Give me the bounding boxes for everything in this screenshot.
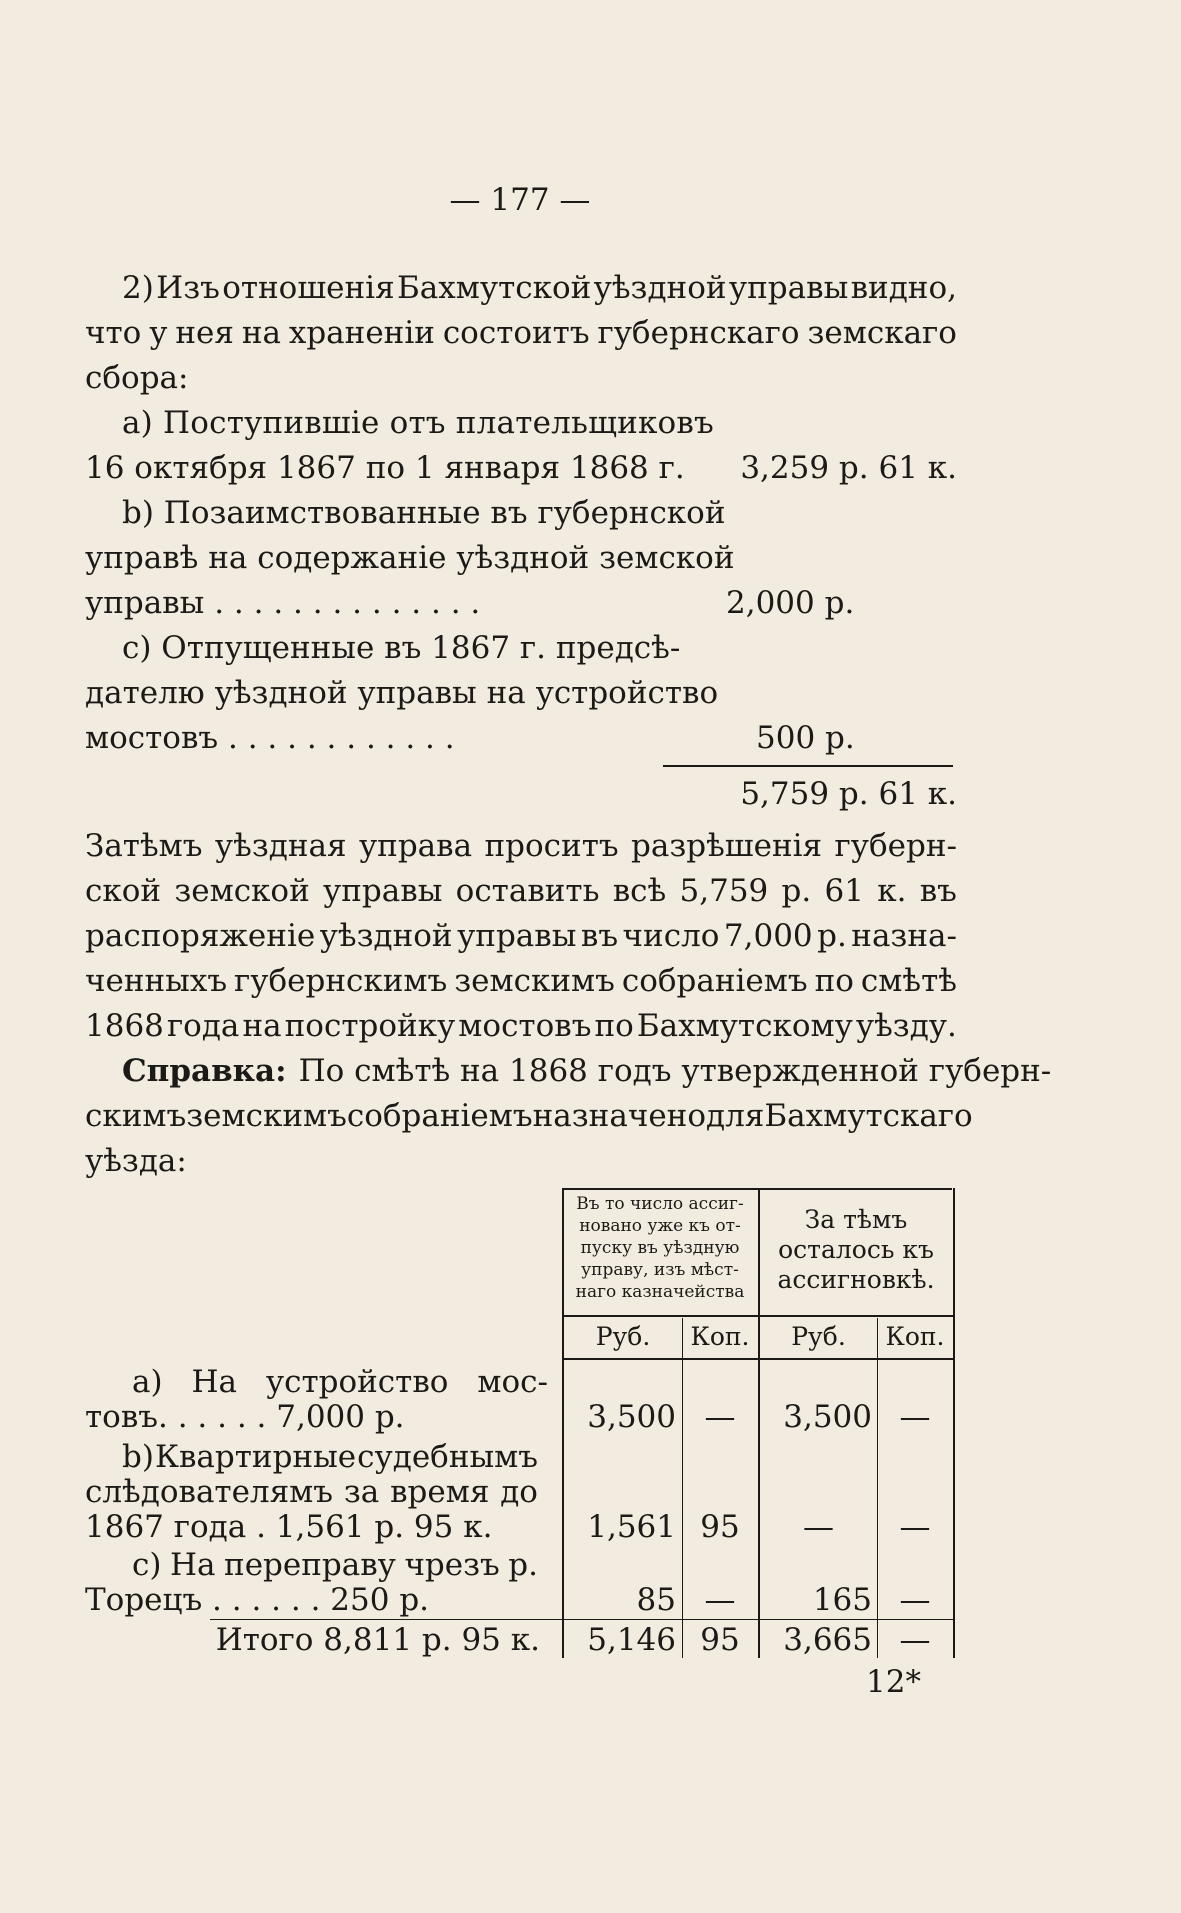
header-remaining-line: ассигновкѣ. [777,1265,935,1294]
item2-total: 5,759 р. 61 к. [740,776,957,812]
word: с) [132,1547,162,1583]
spravka-first-line-rest: По смѣтѣ на 1868 годъ утвержденной губерн- [298,1053,1052,1089]
word: мос- [477,1364,548,1400]
word: ченныхъ [85,963,228,999]
item2-line-1 [122,268,957,308]
row-b-rub-2: — [803,1509,834,1545]
word: b) [122,1439,154,1475]
row-a-label-2: товъ. . . . . . 7,000 р. [85,1399,405,1435]
word: постройку [284,1008,456,1044]
page-number: — 177 — [449,182,591,218]
word: всѣ [612,873,667,909]
word: 61 [824,873,864,909]
header-assigned-line: пуску въ уѣздную [580,1238,740,1258]
word: Квартирные [154,1439,357,1475]
row-b-label-1 [122,1437,538,1477]
word: земскаго [807,315,957,351]
word: 2) [122,270,154,306]
word: нея [175,315,234,351]
row-a-label-1 [132,1362,548,1402]
word: управы [728,270,849,306]
row-b-kop-1: 95 [700,1509,740,1545]
row-c-label-2: Торецъ . . . . . . 250 р. [85,1582,430,1618]
item-a-amount: 3,259 р. 61 к. [740,450,957,486]
word: уѣздная [214,828,347,864]
word: до [500,1474,538,1510]
word: р. [817,918,847,954]
word: р. [508,1547,538,1583]
table-kop2-rule [877,1318,878,1658]
header-assigned-line: Въ то число ассиг- [576,1194,744,1214]
header-remaining-line: За тѣмъ [804,1205,908,1234]
row-c-label-1 [132,1545,538,1585]
word: 1868 [85,1008,164,1044]
word: проситъ [484,828,619,864]
word: слѣдователямъ [85,1474,334,1510]
item-b-line-2: управѣ на содержаніе уѣздной земской [85,540,735,576]
word: назначено [532,1098,706,1134]
word: земской [174,873,310,909]
item-c-line-2: дателю уѣздной управы на устройство [85,675,719,711]
paragraph-line-5 [85,1006,957,1046]
word: ской [85,873,162,909]
word: на [241,315,281,351]
item-a-line-1: а) Поступившіе отъ плательщиковъ [122,405,714,441]
word: собраніемъ [621,963,808,999]
item-a-line-2: 16 октября 1867 по 1 января 1868 г. [85,450,685,486]
word: собраніемъ [346,1098,533,1134]
word: уѣздной [593,270,727,306]
word: время [390,1474,490,1510]
word: Бахмутскому [636,1008,853,1044]
spravka-line-3: уѣзда: [85,1143,187,1179]
table-right-rule [953,1188,955,1658]
table-subheader-rule [562,1358,953,1360]
word: смѣтѣ [860,963,957,999]
total-kop-1: 95 [700,1622,740,1658]
word: назна- [851,918,957,954]
row-a-rub-1: 3,500 [587,1399,676,1435]
subheader-rub-1: Руб. [595,1322,651,1351]
word: земскимъ [186,1098,347,1134]
header-assigned-line: управу, изъ мѣст- [581,1260,739,1280]
subheader-kop-2: Коп. [885,1322,945,1351]
spravka-label: Справка: [122,1053,287,1089]
word: губернскимъ [234,963,448,999]
total-label: Итого 8,811 р. 95 к. [215,1622,540,1658]
item-b-amount: 2,000 р. [726,585,855,621]
word: Затѣмъ [85,828,203,864]
paragraph-line-1 [85,826,957,866]
word: Бахмутскаго [764,1098,973,1134]
word: р. [781,873,812,909]
header-remaining [762,1205,950,1295]
spravka-line-2 [85,1096,973,1136]
word: губернскаго [597,315,800,351]
item-c-amount: 500 р. [756,720,855,756]
subheader-kop-1: Коп. [690,1322,750,1351]
row-c-kop-1: — [704,1582,736,1618]
word: земскимъ [454,963,615,999]
word: уѣздной [319,918,453,954]
word: чрезъ [404,1547,500,1583]
word: устройство [265,1364,449,1400]
word: въ [919,873,957,909]
word: к. [877,873,907,909]
sum-rule [663,765,953,767]
row-b-kop-2: — [899,1509,931,1545]
total-kop-2: — [899,1622,931,1658]
row-c-rub-2: 165 [812,1582,872,1618]
word: 7,000 [723,918,813,954]
word: уѣзду. [855,1008,957,1044]
row-a-kop-2: — [899,1399,931,1435]
table-top-rule [562,1188,952,1190]
word: Бахмутской [396,270,592,306]
word: мостовъ [458,1008,592,1044]
word: на [242,1008,282,1044]
word: что [85,315,142,351]
header-assigned-line: наго казначейства [575,1282,745,1302]
word: видно, [850,270,957,306]
word: оставить [455,873,600,909]
spravka-first-line [122,1051,1052,1091]
item-b-line-3: управы . . . . . . . . . . . . . . [85,585,481,621]
header-assigned [566,1193,754,1303]
paragraph-line-3 [85,916,957,956]
word: храненіи [288,315,435,351]
table-left-rule [562,1188,564,1658]
word: у [149,315,168,351]
word: скимъ [85,1098,187,1134]
word: Изъ [156,270,220,306]
word: года [166,1008,240,1044]
paragraph-line-2 [85,871,957,911]
header-assigned-line: новано уже къ от- [579,1216,741,1236]
word: На [169,1547,216,1583]
word: управы [323,873,443,909]
word: управы [457,918,577,954]
row-a-kop-1: — [704,1399,736,1435]
item-c-line-3: мостовъ . . . . . . . . . . . . [85,720,455,756]
word: число [622,918,720,954]
item-b-line-1: b) Позаимствованные въ губернской [122,495,726,531]
word: распоряженіе [85,918,316,954]
item2-line-2 [85,313,957,353]
table-header-rule [562,1315,953,1317]
row-b-label-3: 1867 года . 1,561 р. 95 к. [85,1509,493,1545]
word: губерн- [834,828,957,864]
paragraph-line-4 [85,961,957,1001]
word: по [814,963,854,999]
row-c-rub-1: 85 [636,1582,676,1618]
row-b-label-2 [85,1472,538,1512]
word: 5,759 [679,873,769,909]
row-a-rub-2: 3,500 [783,1399,872,1435]
word: а) [132,1364,163,1400]
table-mid-rule [758,1188,760,1658]
total-rub-2: 3,665 [783,1622,872,1658]
signature-mark: 12* [866,1664,921,1700]
word: для [706,1098,765,1134]
word: за [343,1474,380,1510]
row-b-rub-1: 1,561 [587,1509,676,1545]
item2-line-3: сбора: [85,360,189,396]
word: переправу [224,1547,396,1583]
word: управа [358,828,473,864]
table-kop1-rule [682,1318,683,1658]
subheader-rub-2: Руб. [791,1322,846,1351]
word: въ [580,918,619,954]
word: судебнымъ [357,1439,538,1475]
word: На [191,1364,237,1400]
item-c-line-1: с) Отпущенные въ 1867 г. предсѣ- [122,630,681,666]
word: состоитъ [442,315,590,351]
header-remaining-line: осталось къ [778,1235,934,1264]
word: отношенія [222,270,395,306]
total-rub-1: 5,146 [587,1622,676,1658]
word: по [594,1008,634,1044]
word: разрѣшенія [631,828,823,864]
row-c-kop-2: — [899,1582,931,1618]
